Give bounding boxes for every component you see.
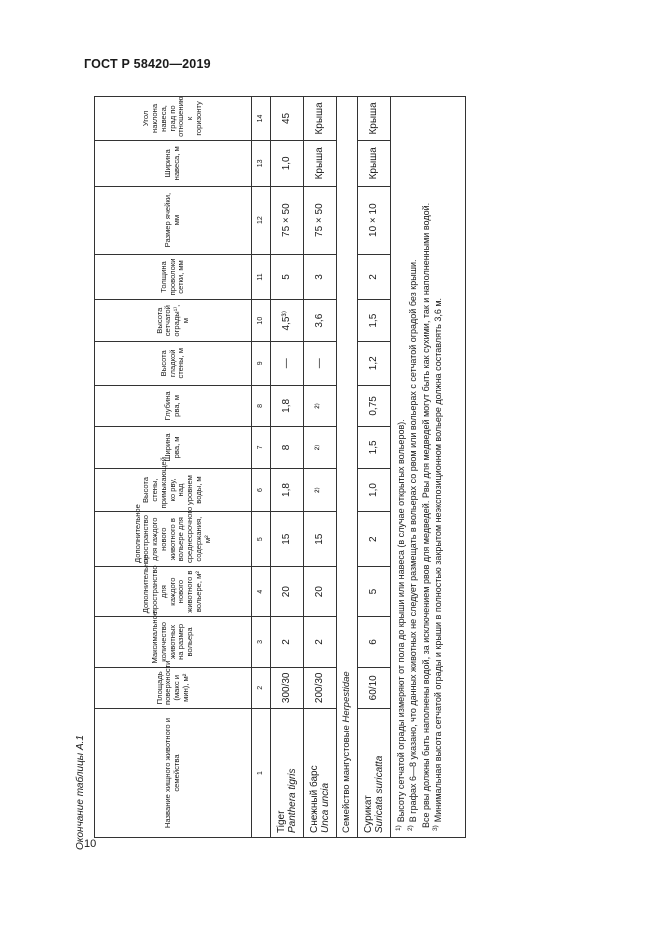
column-number-cell: 6 bbox=[252, 468, 271, 512]
animal-name: Снежный барс bbox=[308, 765, 320, 833]
document-title: ГОСТ Р 58420—2019 bbox=[84, 57, 211, 71]
family-cell bbox=[337, 97, 358, 838]
column-number-cell: 7 bbox=[252, 427, 271, 469]
column-number-cell: 5 bbox=[252, 512, 271, 567]
table-rotated-inner bbox=[94, 96, 444, 838]
value-cell: 60/10 bbox=[358, 667, 391, 709]
value-cell: 1,0 bbox=[271, 140, 304, 186]
value-cell: 1,2 bbox=[358, 341, 391, 385]
family-row bbox=[337, 97, 358, 838]
data-table bbox=[94, 96, 466, 838]
rotated-table-area bbox=[94, 96, 444, 838]
footnote-mark: 1) bbox=[395, 825, 402, 831]
footnote-mark: 3) bbox=[432, 825, 440, 831]
value-cell: 2 bbox=[304, 617, 337, 667]
column-number-cell: 11 bbox=[252, 254, 271, 300]
header-cell: Угол наклона навеса, град по отношению к горизонту bbox=[95, 97, 252, 141]
value-cell: 1,8 bbox=[271, 468, 304, 512]
value-cell: 300/30 bbox=[271, 667, 304, 709]
value-cell: 2 bbox=[358, 512, 391, 567]
header-cell: Высота сетчатой ограды¹⁾, м bbox=[95, 300, 252, 342]
header-cell: Размер ячейки, мм bbox=[95, 186, 252, 254]
column-number-cell: 14 bbox=[252, 97, 271, 141]
footnote-mark: 2) bbox=[407, 825, 415, 831]
family-latin: Herpestidae bbox=[340, 671, 352, 723]
value-cell: Крыша bbox=[304, 140, 337, 186]
value-cell: 5 bbox=[271, 254, 304, 300]
animal-latin-name: Suricata suricatta bbox=[374, 755, 385, 833]
animal-name: Tiger bbox=[275, 810, 287, 833]
column-number-cell: 3 bbox=[252, 617, 271, 667]
footnote bbox=[420, 103, 431, 831]
header-cell: Дополнительное пространство для каждого нового животного в вольере, м² bbox=[95, 567, 252, 617]
value-cell: 75 × 50 bbox=[304, 186, 337, 254]
value-cell: ²⁾ bbox=[304, 468, 337, 512]
column-number-cell: 1 bbox=[252, 709, 271, 838]
value-cell: ²⁾ bbox=[304, 427, 337, 469]
value-cell: 20 bbox=[304, 567, 337, 617]
header-cell: Ширина навеса, м bbox=[95, 140, 252, 186]
header-cell: Толщина проволоки сетки, мм bbox=[95, 254, 252, 300]
table-row bbox=[271, 97, 304, 838]
value-cell: 3,6 bbox=[304, 300, 337, 342]
value-cell: — bbox=[304, 341, 337, 385]
value-cell: 200/30 bbox=[304, 667, 337, 709]
value-cell: 75 × 50 bbox=[271, 186, 304, 254]
value-cell: 1,0 bbox=[358, 468, 391, 512]
value-cell: 0,75 bbox=[358, 385, 391, 427]
value-cell: ²⁾ bbox=[304, 385, 337, 427]
value-cell: 2 bbox=[271, 617, 304, 667]
page-number: 10 bbox=[84, 838, 97, 850]
value-cell: 8 bbox=[271, 427, 304, 469]
column-number-cell: 12 bbox=[252, 186, 271, 254]
column-number-cell: 2 bbox=[252, 667, 271, 709]
footnote-text: Все рвы должны быть наполнены водой, за исключением рвов для медведей. Рвы для медведей могут быть как сухими, так и наполненными водой. bbox=[420, 202, 431, 828]
header-cell: Глубина рва, м bbox=[95, 385, 252, 427]
footnote bbox=[395, 103, 406, 831]
footnote bbox=[407, 103, 418, 831]
animal-latin-name: Panthera tigris bbox=[287, 768, 298, 833]
header-cell: Высота стены, примыкающей ко рву, над уровнем воды, м bbox=[95, 468, 252, 512]
value-cell: 45 bbox=[271, 97, 304, 141]
value-cell: Крыша bbox=[358, 140, 391, 186]
header-cell: Дополнительное пространство для каждого нового животного в вольере для среднесрочного содержания, м² bbox=[95, 512, 252, 567]
animal-latin-name: Unca uncia bbox=[320, 782, 331, 833]
notes-row bbox=[391, 97, 466, 838]
value-cell: 15 bbox=[271, 512, 304, 567]
animal-name: Сурикат bbox=[362, 795, 374, 833]
value-cell: 3 bbox=[304, 254, 337, 300]
value-cell: 20 bbox=[271, 567, 304, 617]
value-cell: 4,5³⁾ bbox=[271, 300, 304, 342]
notes-cell bbox=[391, 97, 466, 838]
column-number-row bbox=[252, 97, 271, 838]
column-number-cell: 13 bbox=[252, 140, 271, 186]
value-cell: 15 bbox=[304, 512, 337, 567]
value-cell: 2 bbox=[358, 254, 391, 300]
animal-name-cell bbox=[358, 709, 391, 838]
header-cell: Максимальное количество животных на размер вольера bbox=[95, 617, 252, 667]
animal-name-cell bbox=[271, 709, 304, 838]
value-cell: — bbox=[271, 341, 304, 385]
value-cell: 5 bbox=[358, 567, 391, 617]
header-cell: Площадь поверхности (макс и мин), м² bbox=[95, 667, 252, 709]
header-cell: Название хищного животного и семейства bbox=[95, 709, 252, 838]
value-cell: 6 bbox=[358, 617, 391, 667]
column-number-cell: 9 bbox=[252, 341, 271, 385]
header-cell: Высота гладкой стены, м bbox=[95, 341, 252, 385]
animal-name-cell bbox=[304, 709, 337, 838]
column-number-cell: 4 bbox=[252, 567, 271, 617]
footnote bbox=[432, 103, 443, 831]
value-cell: Крыша bbox=[358, 97, 391, 141]
value-cell: 1,8 bbox=[271, 385, 304, 427]
column-number-cell: 8 bbox=[252, 385, 271, 427]
value-cell: Крыша bbox=[304, 97, 337, 141]
table-row bbox=[304, 97, 337, 838]
family-prefix: Семейство мангустовые bbox=[340, 725, 352, 833]
table-row bbox=[358, 97, 391, 838]
header-cell: Ширина рва, м bbox=[95, 427, 252, 469]
column-number-cell: 10 bbox=[252, 300, 271, 342]
value-cell: 10 × 10 bbox=[358, 186, 391, 254]
footnote-text: В графах 6—8 указано, что данных животных не следует размещать в вольерах со рвом или вольерах с сетчатой оградой без крыши. bbox=[408, 259, 419, 823]
value-cell: 1,5 bbox=[358, 300, 391, 342]
value-cell: 1,5 bbox=[358, 427, 391, 469]
footnote-text: Высоту сетчатой ограды измеряют от пола до крыши или навеса (в случае открытых вольеров). bbox=[396, 419, 406, 823]
footnote-text: Минимальная высота сетчатой ограды и крыши в полностью закрытом неэкспозиционном вольере должна составлять 3,6 м. bbox=[433, 297, 444, 823]
header-row bbox=[95, 97, 252, 838]
table-caption: Окончание таблицы А.1 bbox=[75, 735, 86, 850]
